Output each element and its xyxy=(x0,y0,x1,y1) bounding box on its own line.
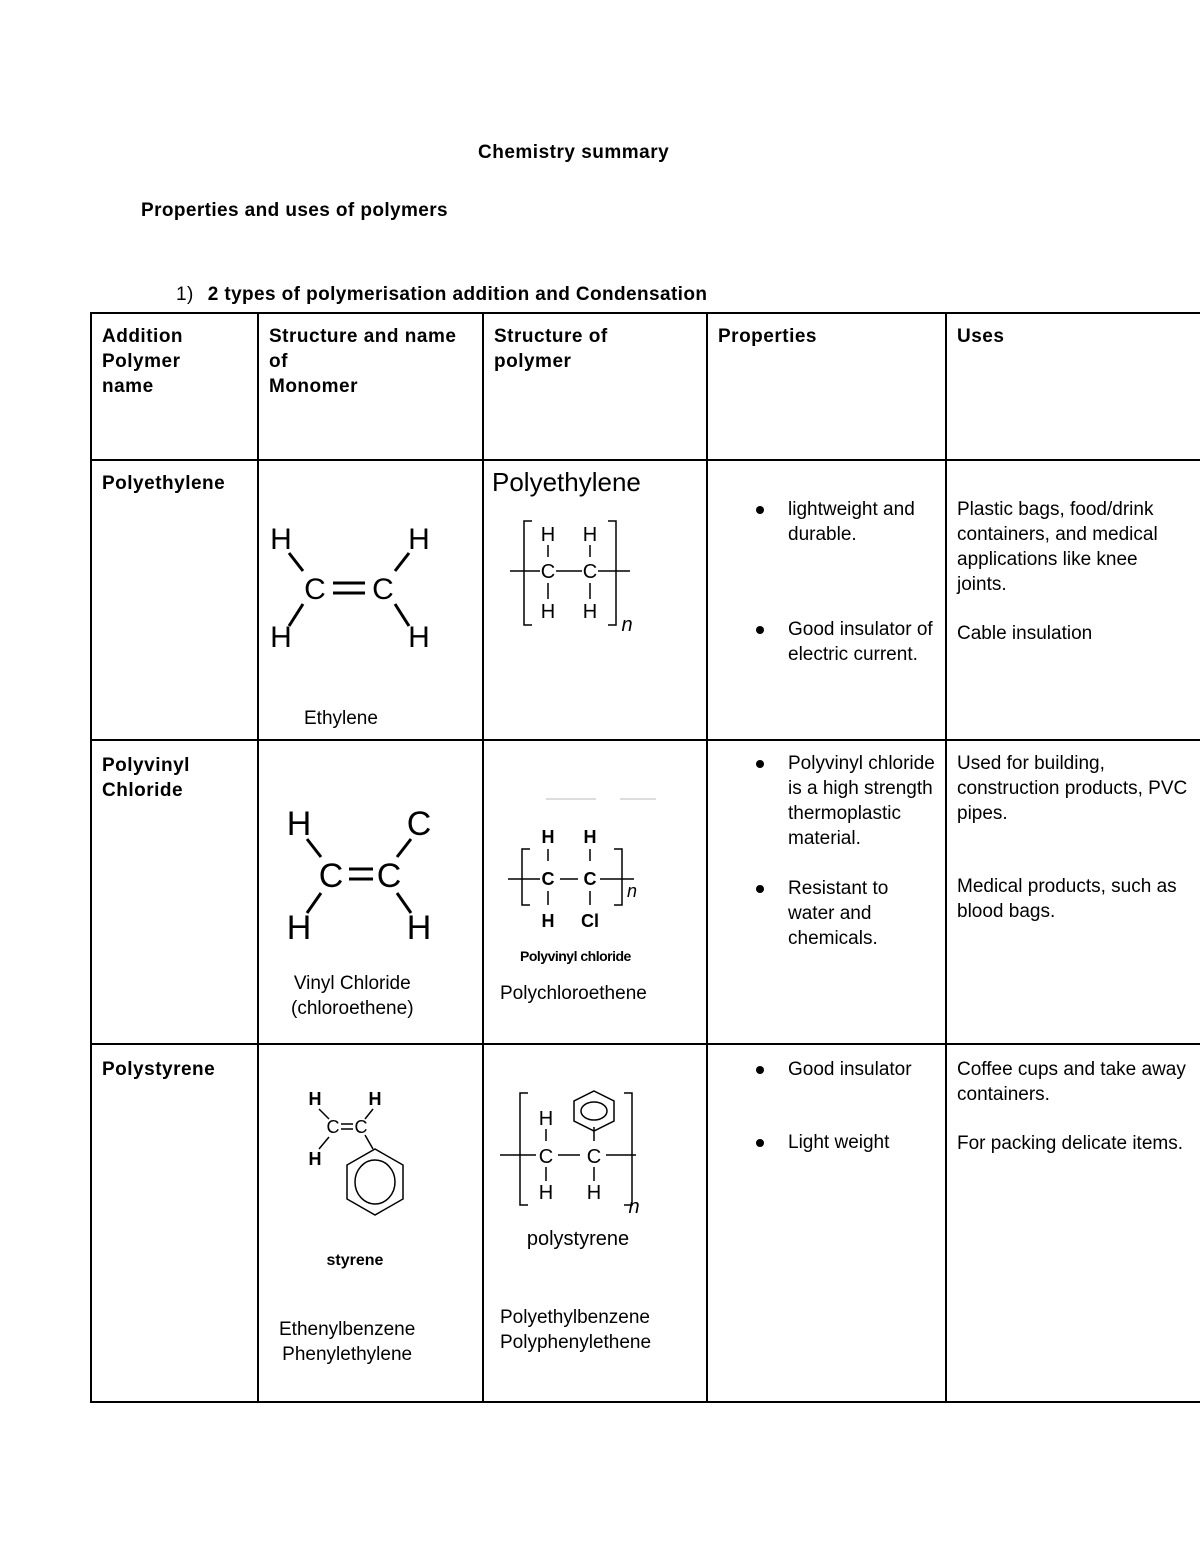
polymer-caption: Polychloroethene xyxy=(500,983,647,1004)
header-name-line: name xyxy=(102,376,154,397)
ethylene-structure xyxy=(259,461,484,741)
atom-label: C xyxy=(583,869,597,889)
table-row xyxy=(91,740,1200,1044)
atom-label: Cl xyxy=(581,911,599,931)
atom-label: H xyxy=(582,524,598,546)
caption-line: Phenylethylene xyxy=(282,1344,413,1365)
uses-cell xyxy=(946,740,1200,1044)
use-text: Medical products, such as blood bags. xyxy=(957,876,1177,922)
header-monomer-cell xyxy=(258,313,483,460)
atom-label: H xyxy=(368,1089,382,1109)
monomer-cell xyxy=(258,460,483,740)
header-name-line: Addition xyxy=(102,326,184,347)
atom-label: C xyxy=(538,1146,554,1168)
caption-line: Vinyl Chloride xyxy=(293,973,411,994)
atom-label: H xyxy=(538,1108,554,1130)
header-uses-cell xyxy=(946,313,1200,460)
header-polymer-line: Structure of xyxy=(494,326,608,347)
use-text: Coffee cups and take away containers. xyxy=(957,1059,1186,1105)
repeat-n: n xyxy=(628,1196,640,1218)
atom-label: C xyxy=(304,573,326,606)
list-item: Resistant to water and chemicals. xyxy=(708,876,945,951)
atom-label: H xyxy=(583,827,597,847)
structure-title: Polyethylene xyxy=(492,467,641,497)
polymer-cell xyxy=(483,740,707,1044)
row-name-cell xyxy=(91,740,258,1044)
list-item: lightweight and durable. xyxy=(708,497,945,547)
atom-label: C xyxy=(372,573,394,606)
atom-label: C xyxy=(586,1146,602,1168)
document-title: Chemistry summary xyxy=(478,142,670,163)
atom-label: H xyxy=(582,601,598,623)
polymer-cell xyxy=(483,1044,707,1402)
atom-label: H xyxy=(286,909,312,947)
structure-title: styrene xyxy=(326,1252,384,1269)
list-heading xyxy=(176,284,707,306)
header-monomer-line: of xyxy=(269,351,288,372)
repeat-n: n xyxy=(626,881,638,901)
monomer-cell xyxy=(258,1044,483,1402)
properties-cell xyxy=(707,740,946,1044)
header-monomer-line: Monomer xyxy=(269,376,358,397)
uses-cell xyxy=(946,1044,1200,1402)
header-uses: Uses xyxy=(957,326,1005,347)
atom-label: C xyxy=(376,857,402,895)
header-name-cell xyxy=(91,313,258,460)
repeat-n: n xyxy=(621,614,633,636)
caption-line: (chloroethene) xyxy=(291,998,414,1019)
atom-label: C xyxy=(318,857,344,895)
atom-label: C xyxy=(541,869,555,889)
polyethylene-structure xyxy=(484,461,708,741)
row-name-cell xyxy=(91,1044,258,1402)
caption-line: Polyphenylethene xyxy=(500,1332,652,1353)
polymer-table xyxy=(90,312,1200,1403)
atom-label: H xyxy=(270,621,292,654)
properties-cell xyxy=(707,460,946,740)
header-name-line: Polymer xyxy=(102,351,181,372)
properties-cell xyxy=(707,1044,946,1402)
use-text: Plastic bags, food/drink containers, and medical applications like knee joints. xyxy=(957,499,1158,595)
polymer-name: Polyvinyl Chloride xyxy=(102,755,190,801)
atom-label: H xyxy=(308,1089,322,1109)
table-row xyxy=(91,1044,1200,1402)
list-number: 1) xyxy=(176,284,194,305)
atom-label: H xyxy=(586,1182,602,1204)
header-properties: Properties xyxy=(718,326,817,347)
atom-label: H xyxy=(538,1182,554,1204)
table-header-row xyxy=(91,313,1200,460)
list-item: Good insulator xyxy=(708,1057,945,1082)
atom-label: H xyxy=(308,1149,322,1169)
monomer-cell xyxy=(258,740,483,1044)
properties-list xyxy=(708,497,945,667)
structure-title: Polyvinyl chloride xyxy=(520,948,631,964)
atom-label: H xyxy=(541,827,555,847)
section-title: Properties and uses of polymers xyxy=(141,200,448,221)
polymer-name: Polyethylene xyxy=(102,473,226,494)
monomer-caption xyxy=(291,971,414,1021)
header-properties-cell xyxy=(707,313,946,460)
use-text: For packing delicate items. xyxy=(957,1133,1183,1154)
polymer-cell xyxy=(483,460,707,740)
atom-label: H xyxy=(540,524,556,546)
properties-list xyxy=(708,751,945,951)
uses-cell xyxy=(946,460,1200,740)
header-polymer-cell xyxy=(483,313,707,460)
structure-title: polystyrene xyxy=(526,1228,630,1250)
polymer-name: Polystyrene xyxy=(102,1059,216,1080)
atom-label: H xyxy=(286,805,312,843)
caption-line: Polyethylbenzene xyxy=(500,1307,650,1328)
atom-label: H xyxy=(540,601,556,623)
atom-label: C xyxy=(406,805,432,843)
polymer-caption xyxy=(500,1305,651,1355)
list-heading-text: 2 types of polymerisation addition and Condensation xyxy=(207,284,708,305)
atom-label: C xyxy=(582,561,598,583)
atom-label: C xyxy=(354,1117,368,1137)
row-name-cell xyxy=(91,460,258,740)
atom-label: C xyxy=(540,561,556,583)
properties-list xyxy=(708,1057,945,1155)
table-row xyxy=(91,460,1200,740)
use-text: Used for building, construction products, PVC pipes. xyxy=(957,753,1188,824)
atom-label: C xyxy=(326,1117,340,1137)
atom-label: H xyxy=(541,911,555,931)
atom-label: H xyxy=(270,523,292,556)
monomer-caption xyxy=(279,1317,415,1367)
header-monomer-line: Structure and name xyxy=(269,326,457,347)
list-item: Polyvinyl chloride is a high strength thermoplastic material. xyxy=(708,751,945,851)
use-text: Cable insulation xyxy=(957,623,1093,644)
caption-line: Ethenylbenzene xyxy=(279,1319,416,1340)
list-item: Good insulator of electric current. xyxy=(708,617,945,667)
header-polymer-line: polymer xyxy=(494,351,572,372)
atom-label: H xyxy=(408,523,430,556)
monomer-caption: Ethylene xyxy=(304,708,378,729)
atom-label: H xyxy=(408,621,430,654)
atom-label: H xyxy=(406,909,432,947)
list-item: Light weight xyxy=(708,1130,945,1155)
